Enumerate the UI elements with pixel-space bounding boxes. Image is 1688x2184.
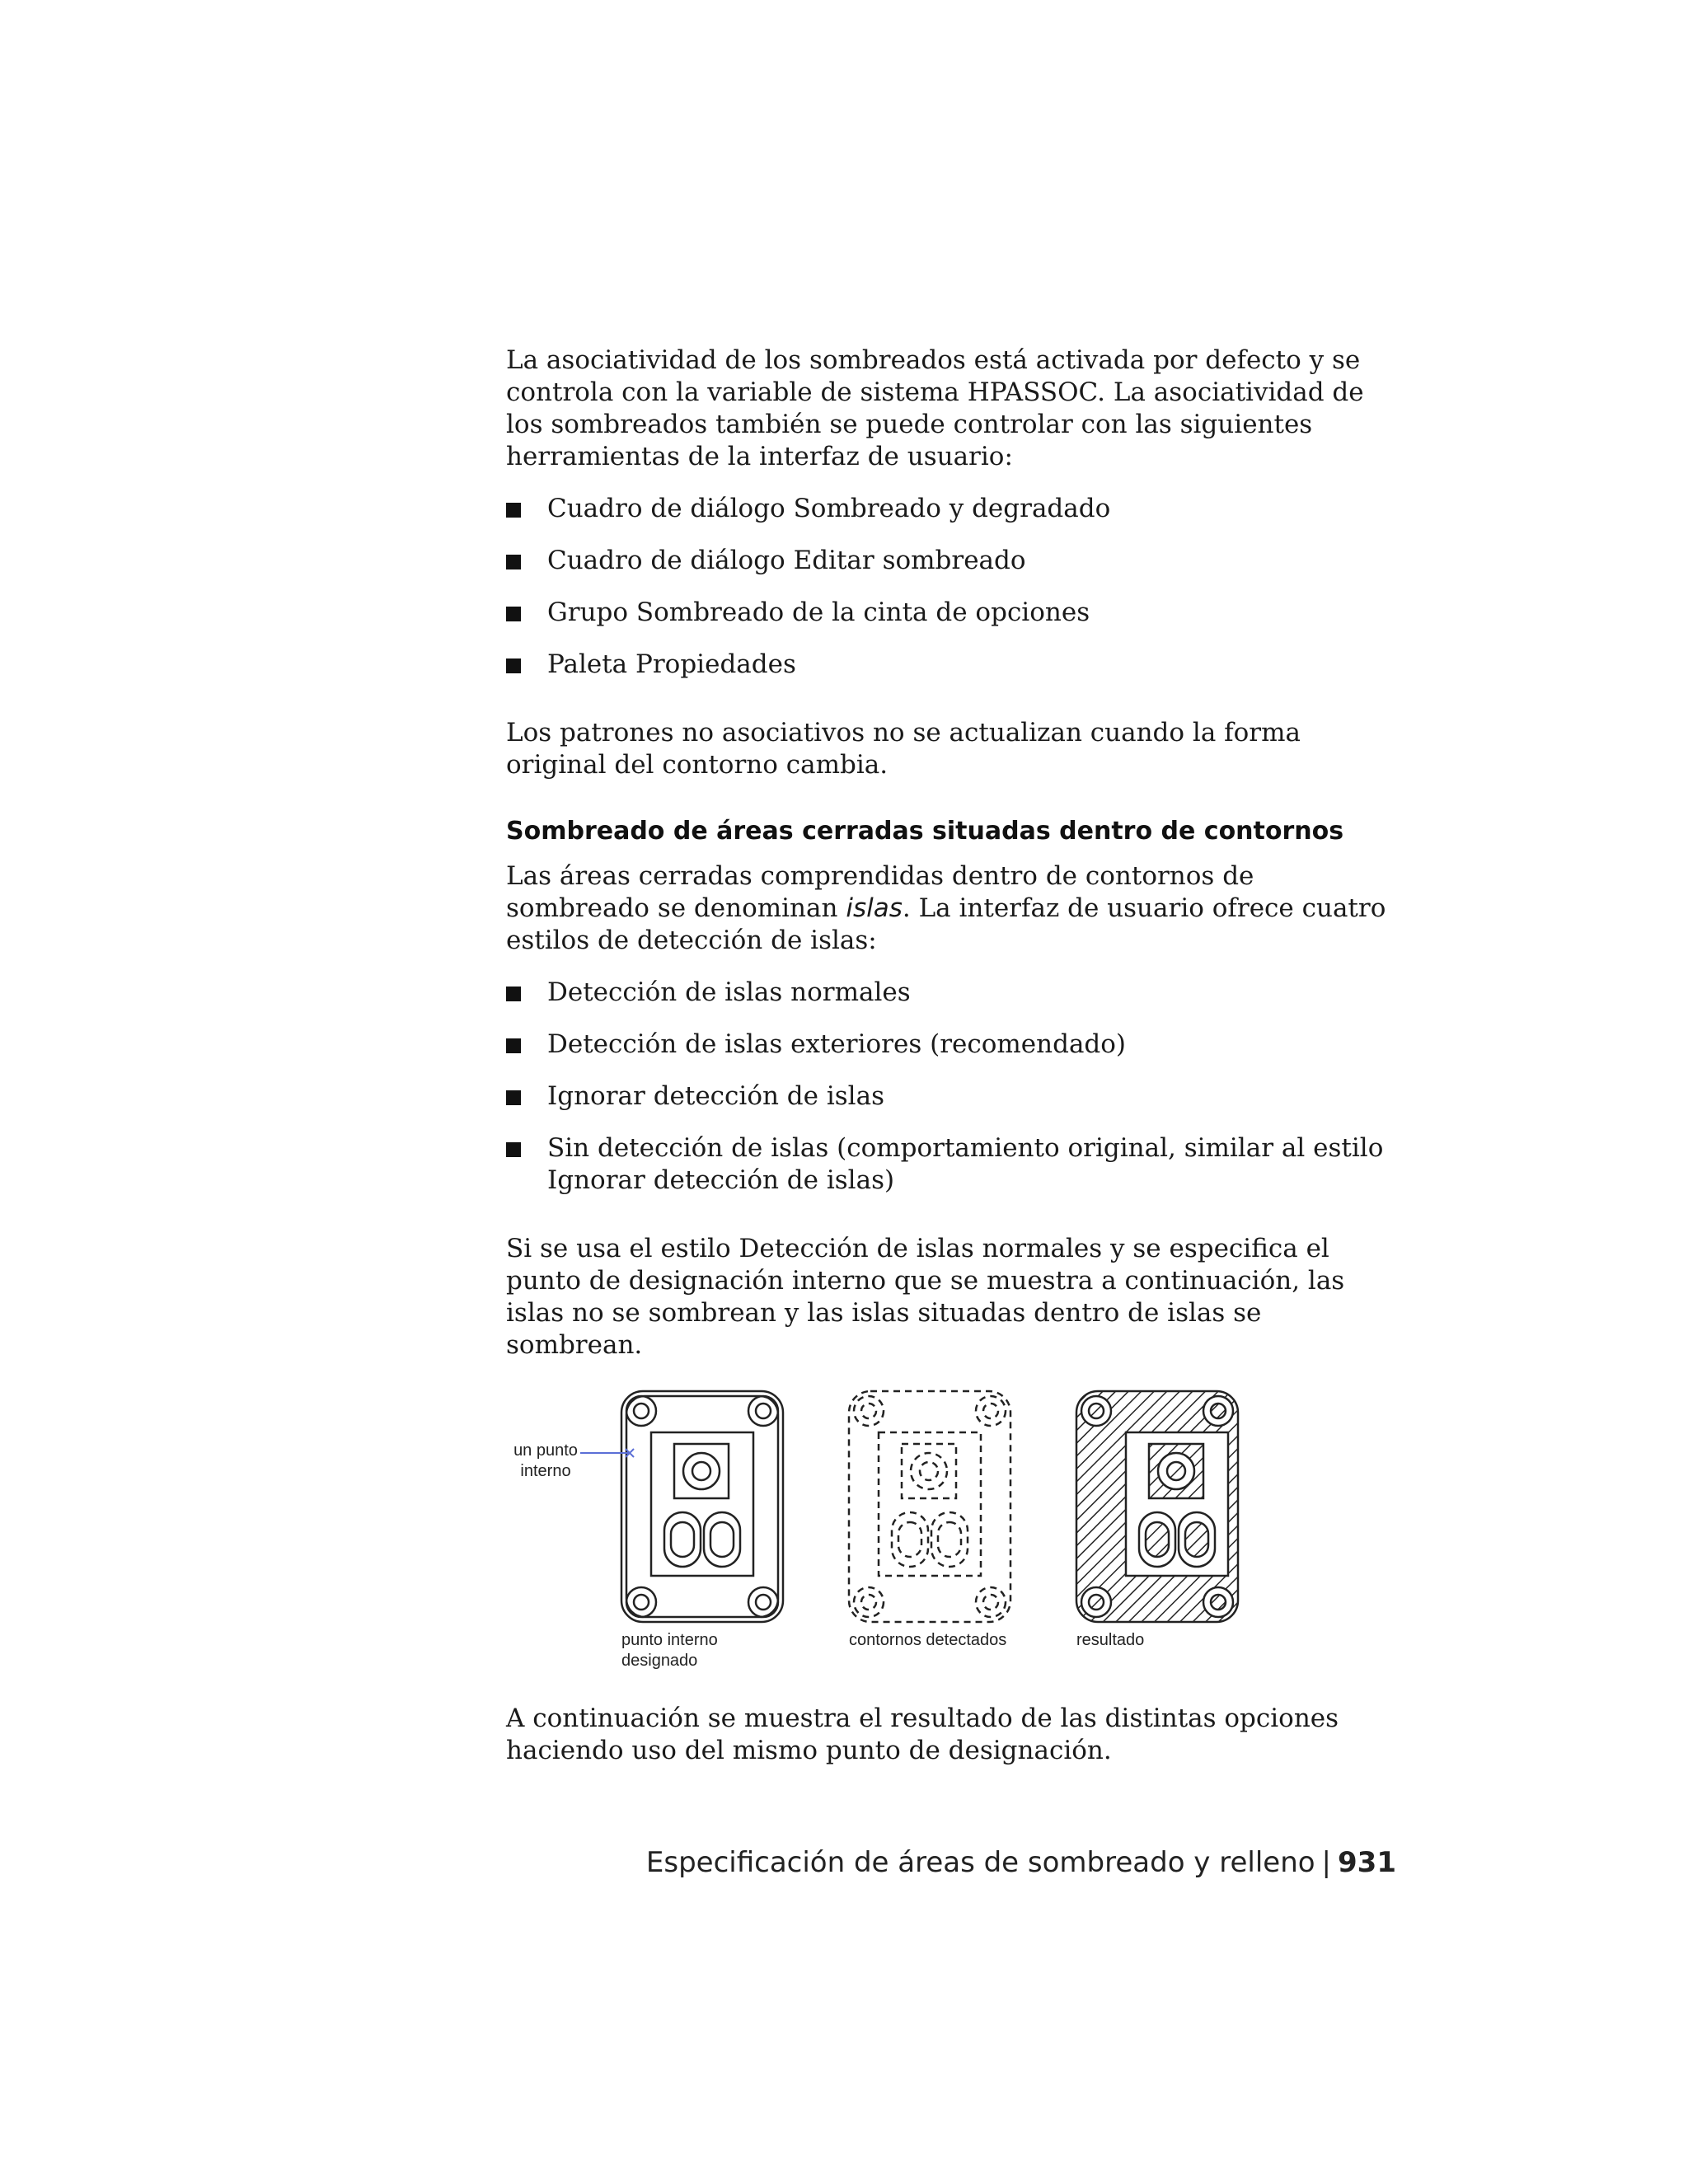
paragraph-normal-detection: Si se usa el estilo Detección de islas normales y se especifica el punto de designación interno que se muestra a continuación, las islas no se sombrean y las islas situadas dentro de islas se sombrean. [506,1234,1345,1360]
footer-title: Especificación de áreas de sombreado y relleno [645,1846,1315,1879]
page-footer [646,1846,1396,1879]
caption-detected-boundaries: contornos detectados [849,1631,1007,1649]
list-item: Cuadro de diálogo Editar sombreado [506,545,1396,577]
pick-point-callout [580,1449,634,1457]
square-bullet-icon [506,607,521,621]
square-bullet-icon [506,1142,521,1157]
paragraph-islands: Las áreas cerradas comprendidas dentro de contornos de sombreado se denominan islas. La interfaz de usuario ofrece cuatro estilos de detección de islas: [506,861,1386,955]
caption-result: resultado [1076,1631,1145,1649]
list-item: Sin detección de islas (comportamiento original, similar al estilo Ignorar detección de islas) [506,1132,1396,1197]
square-bullet-icon [506,1090,521,1105]
paragraph-options-result: A continuación se muestra el resultado de las distintas opciones haciendo uso del mismo punto de designación. [506,1704,1339,1765]
list-item: Detección de islas normales [506,977,1396,1009]
caption-designated-point: punto interno designado [621,1631,718,1670]
section-heading: Sombreado de áreas cerradas situadas dentro de contornos [506,817,1344,846]
list-item: Paleta Propiedades [506,649,1396,681]
list-item: Cuadro de diálogo Sombreado y degradado [506,493,1396,525]
paragraph-hpassoc: La asociatividad de los sombreados está activada por defecto y se controla con la variable de sistema HPASSOC. La asociatividad de los sombreados también se puede controlar con las siguientes herramientas de la interfaz de usuario: [506,345,1364,471]
island-styles-list [506,977,1396,1197]
list-item: Detección de islas exteriores (recomendado) [506,1029,1396,1061]
page-number: 931 [1338,1846,1396,1879]
footer-separator: | [1321,1846,1332,1879]
paragraph-non-associative: Los patrones no asociativos no se actualizan cuando la forma original del contorno cambia. [506,718,1301,780]
tools-list [506,493,1396,681]
square-bullet-icon [506,503,521,518]
square-bullet-icon [506,987,521,1001]
islands-term: islas [846,893,903,923]
callout-label: un punto interno [513,1441,578,1480]
panel-designated-point [621,1391,783,1622]
square-bullet-icon [506,1038,521,1053]
square-bullet-icon [506,555,521,569]
square-bullet-icon [506,658,521,673]
panel-detected-boundaries [849,1391,1010,1622]
island-detection-figure [506,1385,1396,1681]
page-content [506,344,1396,1767]
panel-result [1076,1391,1238,1622]
list-item: Grupo Sombreado de la cinta de opciones [506,597,1396,629]
list-item: Ignorar detección de islas [506,1080,1396,1113]
